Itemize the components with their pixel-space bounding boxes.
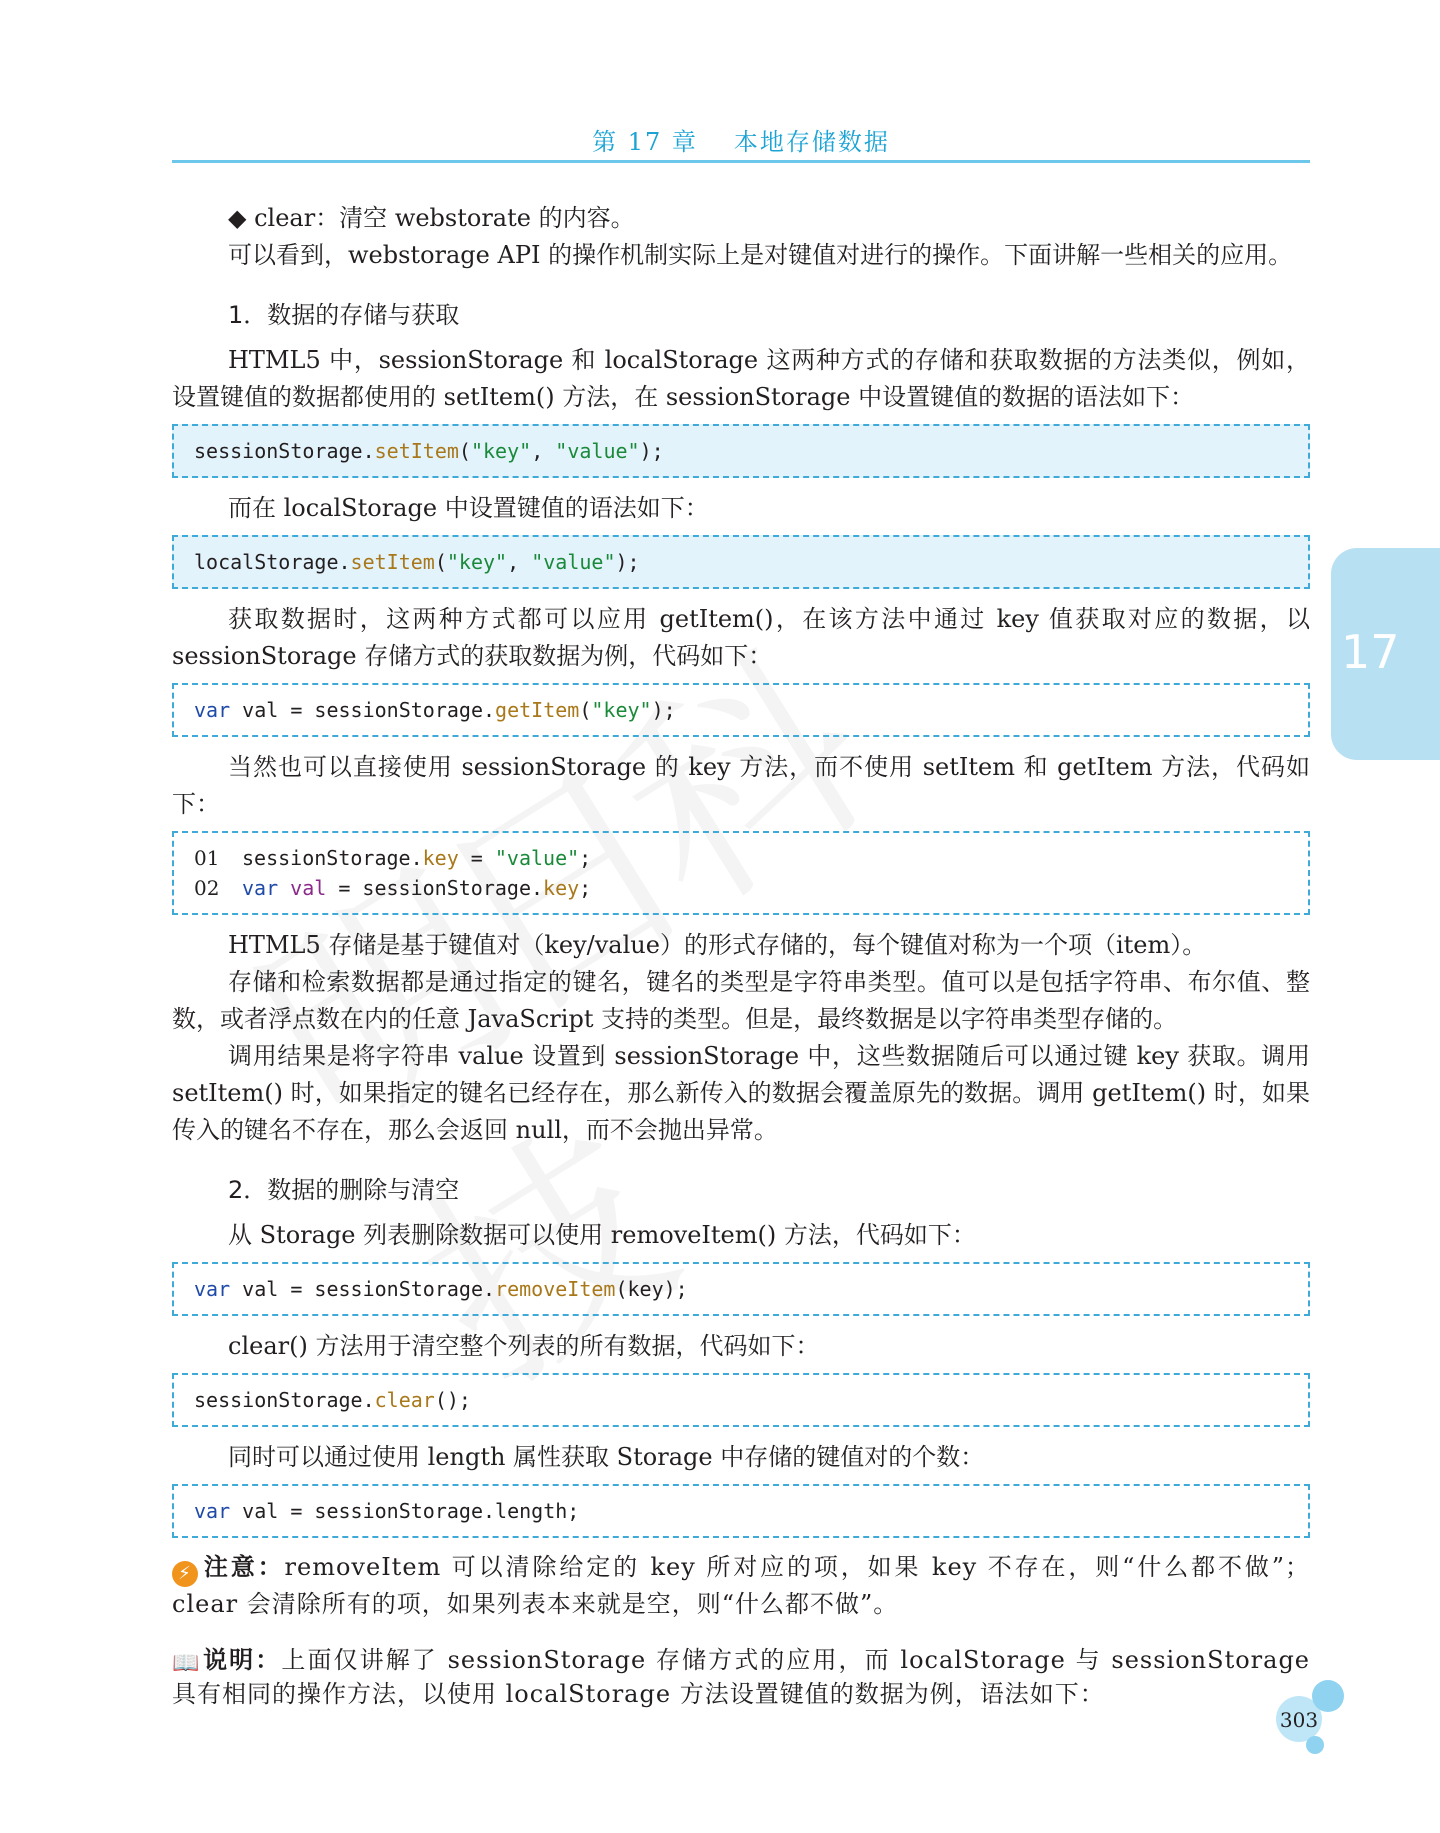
- paragraph: 而在 localStorage 中设置键值的语法如下：: [228, 494, 709, 522]
- code-block-removeitem: var val = sessionStorage.removeItem(key);: [172, 1262, 1310, 1316]
- page-bubble-small: [1306, 1736, 1324, 1754]
- paragraph: 获取数据时，这两种方式都可以应用 getItem()，在该方法中通过 key 值获取对应的数据，以 sessionStorage 存储方式的获取数据为例，代码如下：: [172, 605, 1310, 670]
- section-heading-1: 1．数据的存储与获取: [228, 301, 460, 329]
- open-book-icon: 📖: [172, 1651, 201, 1676]
- chapter-number: 第 17 章: [592, 128, 698, 156]
- running-header: [172, 126, 1310, 162]
- intro-paragraph: 可以看到，webstorage API 的操作机制实际上是对键值对进行的操作。下面讲解一些相关的应用。: [228, 241, 1293, 269]
- section-heading-2: 2．数据的删除与清空: [228, 1176, 460, 1204]
- note-box: [172, 1550, 1310, 1621]
- paragraph: HTML5 存储是基于键值对（key/value）的形式存储的，每个键值对称为一个项（item）。: [228, 931, 1207, 959]
- code-block-key-property: 01 sessionStorage.key = "value"; 02 var val = sessionStorage.key;: [172, 831, 1310, 915]
- page-body: [172, 200, 1310, 1711]
- header-rule: [172, 160, 1310, 163]
- page-number: 303: [1279, 1708, 1319, 1732]
- explain-text: 上面仅讲解了 sessionStorage 存储方式的应用，而 localStorage 与 sessionStorage 具有相同的操作方法，以使用 localStorage 方法设置键值的数据为例，语法如下：: [172, 1646, 1311, 1708]
- lightning-circle-icon: ⚡: [172, 1561, 198, 1587]
- code-block-local-setitem: localStorage.setItem("key", "value");: [172, 535, 1310, 589]
- chapter-title: 本地存储数据: [733, 128, 890, 156]
- chapter-side-tab: [1331, 548, 1440, 760]
- chapter-side-tab-number: 17: [1341, 625, 1400, 679]
- code-block-length: var val = sessionStorage.length;: [172, 1484, 1310, 1538]
- paragraph: HTML5 中，sessionStorage 和 localStorage 这两种方式的存储和获取数据的方法类似，例如，设置键值的数据都使用的 setItem() 方法，在 sessionStorage 中设置键值的数据的语法如下：: [172, 346, 1310, 411]
- note-label: 注意：: [202, 1553, 285, 1581]
- code-block-clear: sessionStorage.clear();: [172, 1373, 1310, 1427]
- paragraph: 调用结果是将字符串 value 设置到 sessionStorage 中，这些数据随后可以通过键 key 获取。调用 setItem() 时，如果指定的键名已经存在，那么新传入的数据会覆盖原先的数据。调用 getItem() 时，如果传入的键名不存在，那么会返回 null，而不会抛出异常。: [172, 1042, 1310, 1144]
- paragraph: 当然也可以直接使用 sessionStorage 的 key 方法，而不使用 setItem 和 getItem 方法，代码如下：: [172, 753, 1310, 818]
- code-block-getitem: var val = sessionStorage.getItem("key");: [172, 683, 1310, 737]
- paragraph: 从 Storage 列表删除数据可以使用 removeItem() 方法，代码如下：: [228, 1221, 976, 1249]
- paragraph: 存储和检索数据都是通过指定的键名，键名的类型是字符串类型。值可以是包括字符串、布尔值、整数，或者浮点数在内的任意 JavaScript 支持的类型。但是，最终数据是以字符串类型存储的。: [172, 968, 1310, 1033]
- page-number-badge: [1270, 1680, 1360, 1760]
- code-block-session-setitem: sessionStorage.setItem("key", "value");: [172, 424, 1310, 478]
- paragraph: clear() 方法用于清空整个列表的所有数据，代码如下：: [228, 1332, 820, 1360]
- explain-label: 说明：: [202, 1646, 282, 1674]
- explain-box: [172, 1643, 1310, 1711]
- paragraph: 同时可以通过使用 length 属性获取 Storage 中存储的键值对的个数：: [228, 1443, 985, 1471]
- bullet-clear: ◆ clear：清空 webstorate 的内容。: [228, 204, 635, 232]
- note-text: removeItem 可以清除给定的 key 所对应的项，如果 key 不存在，则“什么都不做”；clear 会清除所有的项，如果列表本来就是空，则“什么都不做”。: [172, 1553, 1310, 1618]
